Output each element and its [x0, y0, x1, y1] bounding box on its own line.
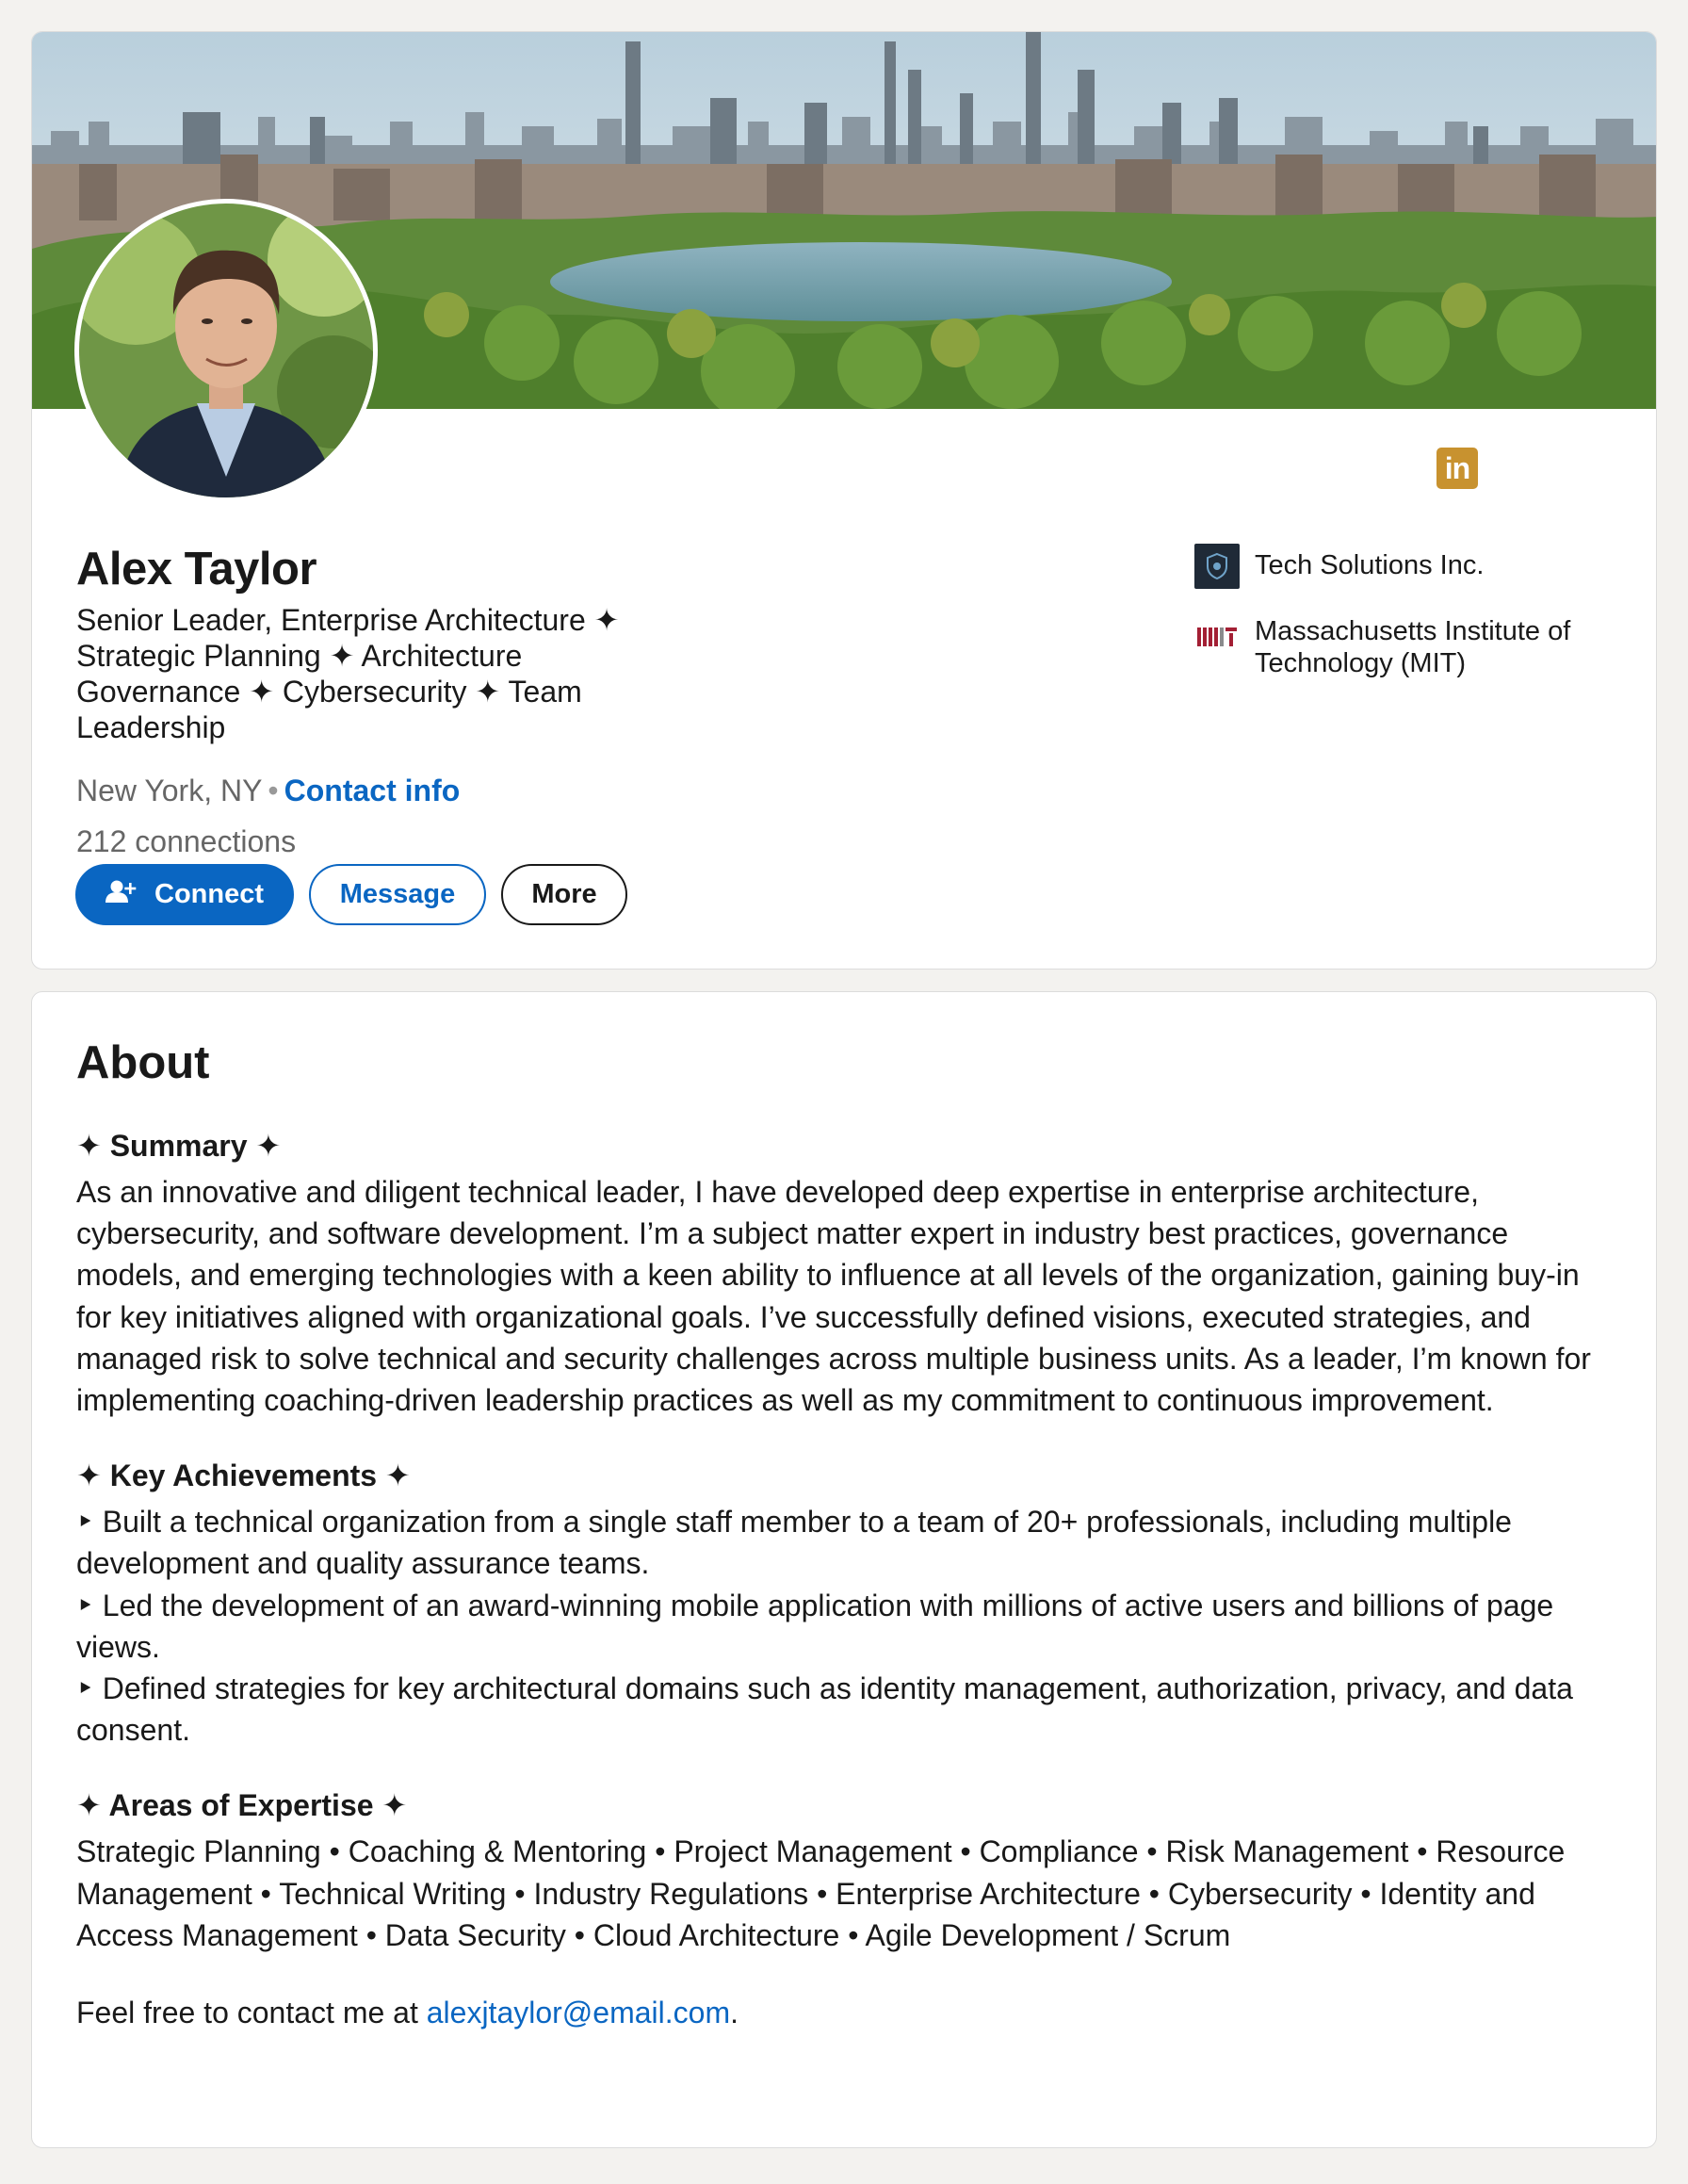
summary-text: As an innovative and diligent technical leader, I have developed deep expertise in enterprise architecture, cybersecurity, and software development. I’m a subject matter expert in industry best practices, governance models, and emerging technologies with a keen ability to influence at all levels of the organization, gaining buy-in for key initiatives aligned with organizational goals. I’ve successfully defined visions, executed strategies, and managed risk to solve technical and security challenges across multiple business units. As a leader, I’m known for implementing coaching-driven leadership practices as well as my commitment to continuous improvement. — [76, 1175, 1591, 1418]
contact-suffix: . — [730, 1996, 738, 2030]
profile-card — [31, 31, 1657, 970]
expertise-text: Strategic Planning • Coaching & Mentoring • Project Management • Compliance • Risk Management • Resource Management • Technical Writing • Industry Regulations • Enterprise Architecture • Cybersecurity • Identity and Access Management • Data Security • Cloud Architecture • Agile Development / Scrum — [76, 1834, 1566, 1952]
location-line — [76, 774, 460, 808]
achievements-heading: ✦ Key Achievements ✦ — [76, 1459, 411, 1493]
achievements-list — [76, 1501, 1621, 1751]
profile-name: Alex Taylor — [76, 544, 317, 595]
school-logo — [1194, 614, 1240, 660]
about-card — [31, 991, 1657, 2148]
education-school[interactable] — [1194, 612, 1613, 679]
summary-heading: ✦ Summary ✦ — [76, 1129, 282, 1163]
linkedin-icon[interactable]: in — [1436, 448, 1478, 489]
connections-label: connections — [135, 824, 297, 858]
company-name: Tech Solutions Inc. — [1255, 550, 1485, 580]
connect-label: Connect — [154, 879, 264, 909]
separator-dot: • — [268, 774, 279, 807]
achievement-item: ‣ Led the development of an award-winning mobile application with millions of active users and billions of page views. — [76, 1588, 1554, 1664]
connect-button[interactable] — [75, 864, 294, 925]
current-company[interactable] — [1194, 544, 1613, 589]
location: New York, NY — [76, 774, 263, 807]
contact-info-link[interactable]: Contact info — [284, 774, 461, 807]
company-logo — [1194, 544, 1240, 589]
contact-line — [76, 1992, 1621, 2033]
message-button[interactable]: Message — [309, 864, 486, 925]
achievement-item: ‣ Defined strategies for key architectural domains such as identity management, authorization, privacy, and data consent. — [76, 1671, 1573, 1748]
about-title: About — [76, 1037, 210, 1088]
profile-headline: Senior Leader, Enterprise Architecture ✦ Strategic Planning ✦ Architecture Governance ✦ Cybersecurity ✦ Team Leadership — [76, 603, 620, 744]
email-link[interactable]: alexjtaylor@email.com — [426, 1996, 731, 2030]
achievement-item: ‣ Built a technical organization from a single staff member to a team of 20+ professionals, including multiple development and quality assurance teams. — [76, 1505, 1512, 1581]
connections[interactable] — [76, 824, 296, 859]
avatar[interactable] — [74, 199, 378, 502]
add-user-icon — [106, 879, 138, 911]
contact-prefix: Feel free to contact me at — [76, 1996, 427, 2030]
connections-count: 212 — [76, 824, 127, 858]
about-body — [76, 1127, 1621, 2033]
more-button[interactable]: More — [501, 864, 627, 925]
school-name: Massachusetts Institute of Technology (MIT) — [1255, 616, 1571, 678]
expertise-heading: ✦ Areas of Expertise ✦ — [76, 1788, 408, 1823]
